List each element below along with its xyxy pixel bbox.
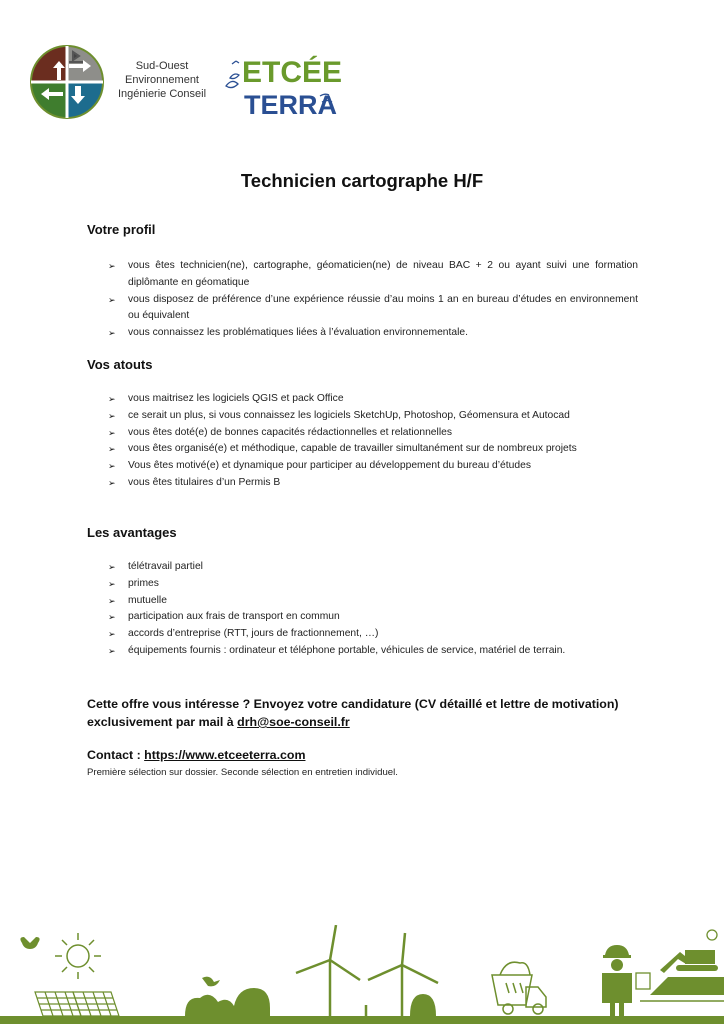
arrow-bullet-icon: ➢ (108, 595, 116, 606)
list-item: ➢ ce serait un plus, si vous connaissez les logiciels SketchUp, Photoshop, Géomensura et Autocad (108, 408, 648, 425)
list-item: ➢ vous êtes titulaires d’un Permis B (108, 475, 648, 492)
list-item: ➢ accords d’entreprise (RTT, jours de fractionnement, …) (108, 626, 653, 643)
list-item: ➢ vous êtes technicien(ne), cartographe, géomaticien(ne) de niveau BAC + 2 ou ayant suivi une formation diplômante en géomatique (108, 260, 638, 288)
soe-logo (29, 44, 105, 120)
contact-line: Contact : https://www.etceeterra.com (87, 748, 306, 762)
page-title: Technicien cartographe H/F (240, 170, 484, 191)
arrow-bullet-icon: ➢ (108, 477, 116, 488)
arrow-bullet-icon: ➢ (108, 578, 116, 589)
list-item: ➢ mutuelle (108, 593, 653, 610)
arrow-bullet-icon: ➢ (108, 328, 116, 339)
soe-line-3: Ingénierie Conseil (117, 88, 207, 100)
list-item: ➢ équipements fournis : ordinateur et téléphone portable, véhicules de service, matériel de terrain. (108, 643, 653, 660)
email-link[interactable]: drh@soe-conseil.fr (237, 715, 350, 729)
list-item: ➢ vous connaissez les problématiques liées à l’évaluation environnementale. (108, 325, 638, 342)
arrow-bullet-icon: ➢ (108, 444, 116, 455)
soe-line-1: Sud-Ouest (135, 60, 189, 72)
arrow-bullet-icon: ➢ (108, 612, 116, 623)
list-item: ➢ vous êtes organisé(e) et méthodique, capable de travailler simultanément sur de nombreux projets (108, 441, 648, 458)
list-item: ➢ primes (108, 576, 653, 593)
website-link[interactable]: https://www.etceeterra.com (144, 748, 306, 762)
list-item: ➢ vous êtes doté(e) de bonnes capacités rédactionnelles et relationnelles (108, 425, 648, 442)
arrow-bullet-icon: ➢ (108, 461, 116, 472)
soe-company-name (112, 59, 212, 101)
list-item: ➢ Vous êtes motivé(e) et dynamique pour participer au développement du bureau d’études (108, 458, 648, 475)
arrow-bullet-icon: ➢ (108, 629, 116, 640)
list-item: ➢ télétravail partiel (108, 559, 653, 576)
avantages-list (108, 559, 653, 660)
arrow-bullet-icon: ➢ (108, 427, 116, 438)
profil-list (108, 258, 638, 342)
arrow-bullet-icon: ➢ (108, 394, 116, 404)
section-heading-profil: Votre profil (87, 222, 156, 237)
etcee-terra-logo (222, 44, 342, 120)
arrow-bullet-icon: ➢ (108, 261, 116, 271)
arrow-bullet-icon: ➢ (108, 645, 116, 656)
application-call-to-action: Cette offre vous intéresse ? Envoyez votre candidature (CV détaillé et lettre de motivation) exclusivement par mail à drh@soe-conseil.fr (87, 697, 619, 729)
list-item: ➢ vous disposez de préférence d’une expérience réussie d’au moins 1 an en bureau d’études en environnement ou équivalent (108, 293, 638, 322)
terra-word: TERRA (244, 90, 337, 120)
list-item: ➢ vous maitrisez les logiciels QGIS et pack Office (108, 391, 648, 408)
list-item: ➢ participation aux frais de transport en commun (108, 609, 653, 626)
arrow-bullet-icon: ➢ (108, 294, 116, 305)
arrow-bullet-icon: ➢ (108, 410, 116, 421)
arrow-bullet-icon: ➢ (108, 562, 116, 572)
selection-note: Première sélection sur dossier. Seconde sélection en entretien individuel. (87, 767, 398, 778)
eco-landscape-illustration (0, 925, 724, 1024)
etcee-word: ETCÉE (242, 56, 342, 89)
section-heading-atouts: Vos atouts (87, 357, 153, 372)
section-heading-avantages: Les avantages (87, 525, 177, 540)
soe-line-2: Environnement (125, 74, 199, 86)
atouts-list (108, 391, 648, 492)
